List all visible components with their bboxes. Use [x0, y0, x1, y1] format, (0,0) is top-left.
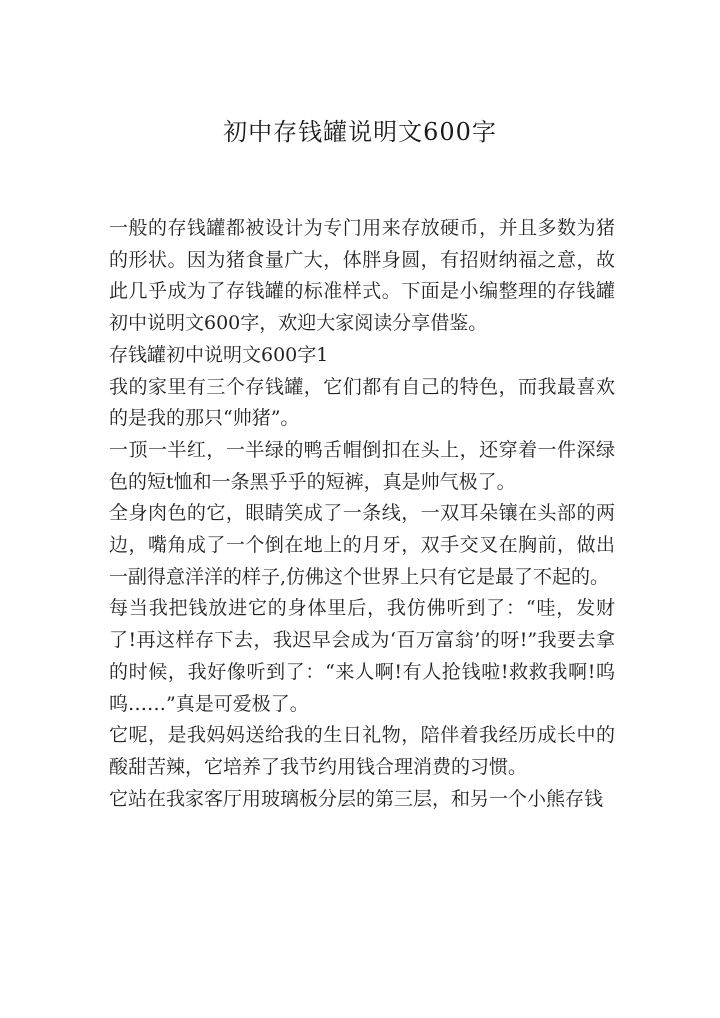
document-body [109, 213, 615, 815]
paragraph: 全身肉色的它，眼睛笑成了一条线，一双耳朵镶在头部的两边，嘴角成了一个倒在地上的月牙，双手交叉在胸前，做出一副得意洋洋的样子,仿佛这个世界上只有它是最了不起的。 [109, 502, 615, 588]
paragraph: 它呢，是我妈妈送给我的生日礼物，陪伴着我经历成长中的酸甜苦辣，它培养了我节约用钱合理消费的习惯。 [109, 724, 615, 778]
paragraph-intro: 一般的存钱罐都被设计为专门用来存放硬币，并且多数为猪的形状。因为猪食量广大，体胖身圆，有招财纳福之意，故此几乎成为了存钱罐的标准样式。下面是小编整理的存钱罐初中说明文600字，欢迎大家阅读分享借鉴。 [109, 217, 615, 335]
paragraph: 一顶一半红，一半绿的鸭舌帽倒扣在头上，还穿着一件深绿色的短t恤和一条黑乎乎的短裤，真是帅气极了。 [109, 438, 615, 493]
paragraph: 我的家里有三个存钱罐，它们都有自己的特色，而我最喜欢的是我的那只“帅猪”。 [109, 375, 615, 430]
paragraph: 它站在我家客厅用玻璃板分层的第三层，和另一个小熊存钱 [109, 787, 604, 810]
section-heading: 存钱罐初中说明文600字1 [109, 343, 329, 366]
document-title: 初中存钱罐说明文600字 [223, 118, 497, 146]
paragraph: 每当我把钱放进它的身体里后，我仿佛听到了：“哇，发财了!再这样存下去，我迟早会成为‘百万富翁’的呀!”我要去拿的时候，我好像听到了：“来人啊!有人抢钱啦!救救我啊!呜呜……”真是可爱极了。 [109, 597, 615, 715]
